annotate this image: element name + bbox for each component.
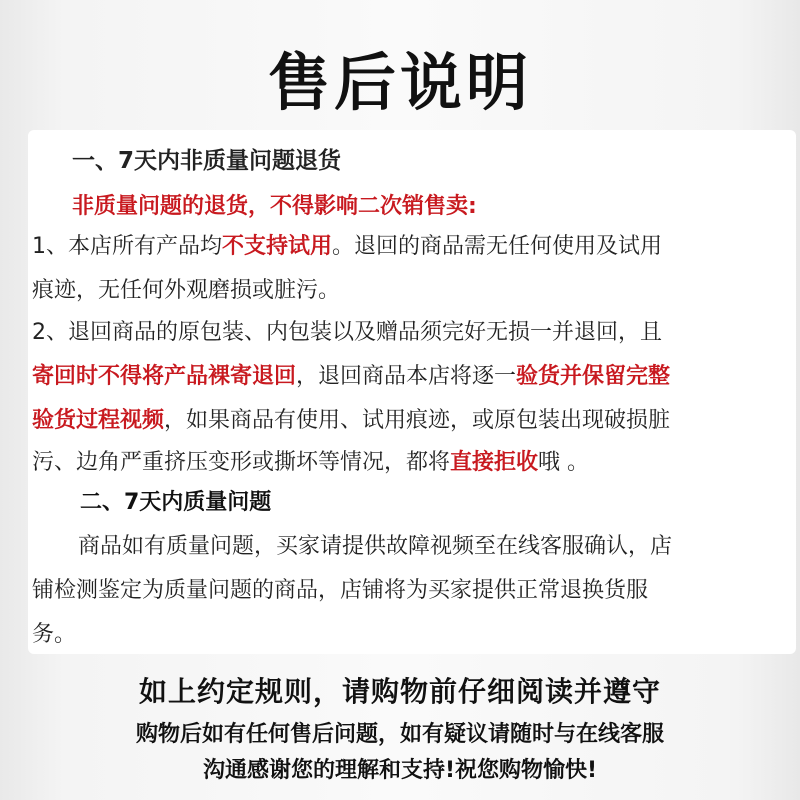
section2-line3: 务。 <box>32 622 77 647</box>
item2-highlight-1: 寄回时不得将产品裸寄退回 <box>32 364 297 389</box>
section2-heading: 二、7天内质量问题 <box>80 490 272 515</box>
item2-line2 <box>32 362 670 392</box>
item2-highlight-2: 验货并保留完整 <box>516 364 671 389</box>
item2-highlight-3: 验货过程视频 <box>32 408 165 433</box>
item1-text-b: 。退回的商品需无任何使用及试用 <box>332 234 663 259</box>
item2-text-3: ，如果商品有使用、试用痕迹，或原包装出现破损脏 <box>164 408 671 433</box>
item2-text-4a: 污、边角严重挤压变形或撕坏等情况，都将 <box>32 450 451 475</box>
item1-line1 <box>32 232 662 262</box>
section1-subheading: 非质量问题的退货，不得影响二次销售卖: <box>72 194 477 219</box>
item2-text-mid: ，退回商品本店将逐一 <box>296 364 517 389</box>
item2-line1: 2、退回商品的原包装、内包装以及赠品须完好无损一并退回，且 <box>32 320 662 345</box>
section2-line2: 铺检测鉴定为质量问题的商品，店铺将为买家提供正常退换货服 <box>32 578 649 603</box>
policy-card <box>28 130 796 654</box>
item2-text-4b: 哦 。 <box>538 450 590 475</box>
item1-line2: 痕迹，无任何外观磨损或脏污。 <box>32 278 341 303</box>
item2-line3 <box>32 406 670 436</box>
item2-highlight-4: 直接拒收 <box>450 450 539 475</box>
section1-heading: 一、7天内非质量问题退货 <box>72 148 342 174</box>
footer-rule-notice: 如上约定规则，请购物前仔细阅读并遵守 <box>138 675 661 708</box>
item1-highlight: 不支持试用 <box>222 234 333 259</box>
item1-text-a: 1、本店所有产品均 <box>32 234 222 259</box>
footer-contact-line: 购物后如有任何售后问题，如有疑议请随时与在线客服 <box>135 722 664 747</box>
footer-thanks-line: 沟通感谢您的理解和支持!祝您购物愉快! <box>202 758 598 783</box>
section2-line1: 商品如有质量问题，买家请提供故障视频至在线客服确认，店 <box>78 534 673 559</box>
item2-line4 <box>32 448 589 478</box>
page-title: 售后说明 <box>267 46 532 119</box>
